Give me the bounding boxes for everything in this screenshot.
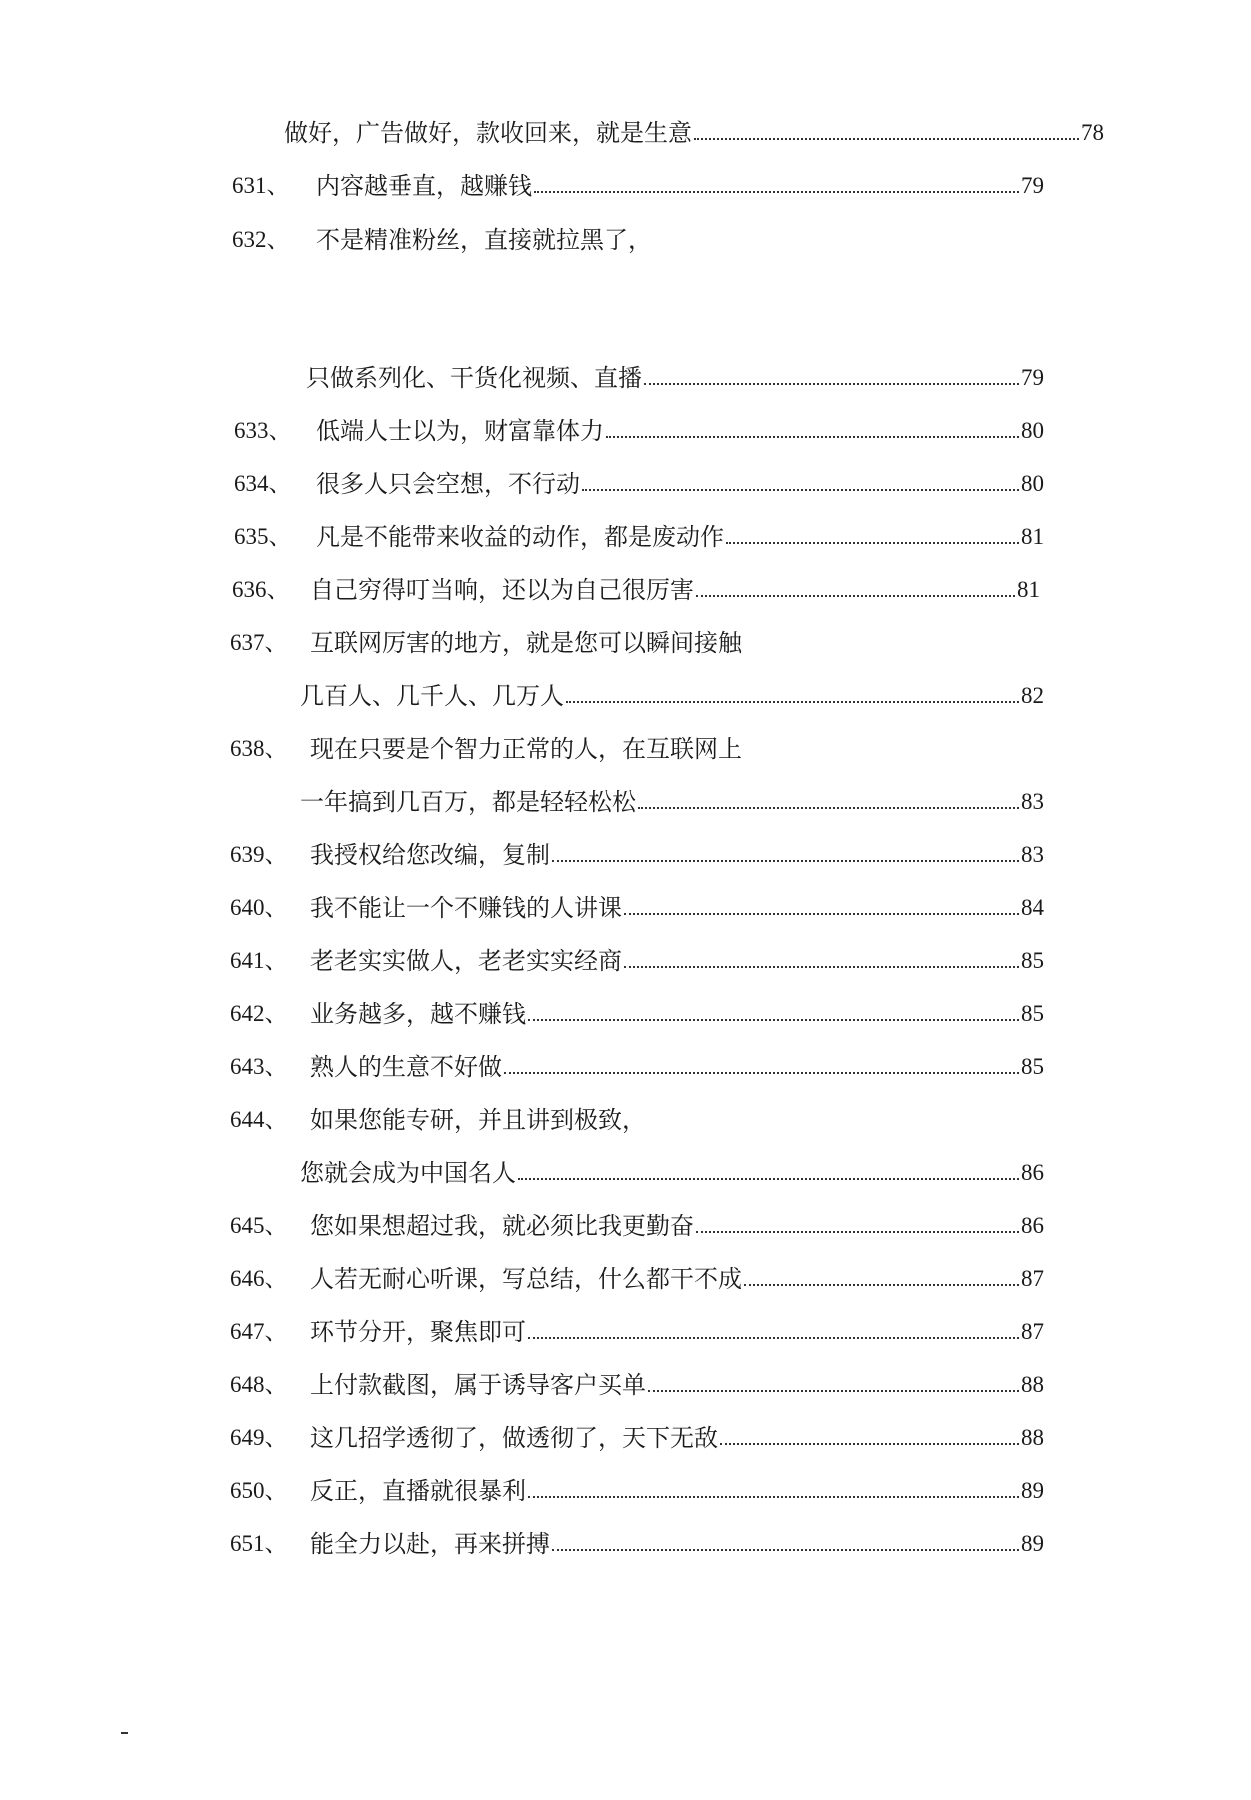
dot-leader — [566, 701, 1019, 703]
entry-title: 很多人只会空想，不行动 — [316, 470, 580, 498]
entry-number: 635、 — [234, 524, 292, 549]
entry-title: 熟人的生意不好做 — [310, 1053, 502, 1081]
entry-page: 89 — [1021, 1531, 1044, 1556]
entry-title: 自己穷得叮当响，还以为自己很厉害 — [310, 576, 694, 604]
entry-number: 634、 — [234, 471, 292, 496]
toc-entry — [300, 782, 1044, 822]
dot-leader — [582, 489, 1019, 491]
entry-number: 636、 — [232, 577, 290, 602]
entry-title: 做好，广告做好，款收回来，就是生意 — [284, 119, 692, 147]
entry-title: 上付款截图，属于诱导客户买单 — [310, 1371, 646, 1399]
dot-leader — [552, 860, 1019, 862]
dot-leader — [624, 966, 1019, 968]
toc-entry — [230, 1100, 1044, 1140]
entry-page: 86 — [1021, 1160, 1044, 1185]
dot-leader — [744, 1284, 1019, 1286]
toc-entry — [230, 1259, 1044, 1299]
dot-leader — [528, 1337, 1019, 1339]
toc-entry — [300, 1153, 1044, 1193]
toc-entry — [232, 570, 1040, 610]
entry-page: 83 — [1021, 789, 1044, 814]
toc-entry — [230, 1047, 1044, 1087]
entry-page: 81 — [1017, 577, 1040, 602]
dot-leader — [720, 1443, 1019, 1445]
toc-entry — [230, 1418, 1044, 1458]
toc-entry — [230, 1365, 1044, 1405]
toc-entry — [230, 1471, 1044, 1511]
entry-page: 87 — [1021, 1319, 1044, 1344]
entry-page: 85 — [1021, 948, 1044, 973]
entry-number: 639、 — [230, 842, 288, 867]
entry-title: 能全力以赴，再来拼搏 — [310, 1530, 550, 1558]
entry-number: 649、 — [230, 1425, 288, 1450]
entry-number: 644、 — [230, 1107, 288, 1132]
toc-entry — [230, 1206, 1044, 1246]
entry-title: 凡是不能带来收益的动作，都是废动作 — [316, 523, 724, 551]
entry-page: 80 — [1021, 471, 1044, 496]
entry-title: 我不能让一个不赚钱的人讲课 — [310, 894, 622, 922]
toc-entry — [234, 517, 1044, 557]
entry-title: 现在只要是个智力正常的人，在互联网上 — [310, 735, 742, 763]
entry-title: 互联网厉害的地方，就是您可以瞬间接触 — [310, 629, 742, 657]
dot-leader — [726, 542, 1019, 544]
dot-leader — [644, 383, 1019, 385]
entry-number: 643、 — [230, 1054, 288, 1079]
entry-title: 低端人士以为，财富靠体力 — [316, 417, 604, 445]
dot-leader — [518, 1178, 1019, 1180]
toc-entry — [230, 1312, 1044, 1352]
toc-entry — [230, 729, 1044, 769]
entry-page: 82 — [1021, 683, 1044, 708]
toc-entry — [230, 941, 1044, 981]
entry-page: 79 — [1021, 173, 1044, 198]
entry-title: 这几招学透彻了，做透彻了，天下无敌 — [310, 1424, 718, 1452]
entry-title: 我授权给您改编，复制 — [310, 841, 550, 869]
dot-leader — [638, 807, 1019, 809]
dot-leader — [528, 1019, 1019, 1021]
toc-entry — [230, 994, 1044, 1034]
entry-page: 87 — [1021, 1266, 1044, 1291]
entry-title: 内容越垂直，越赚钱 — [316, 172, 532, 200]
toc-entry — [230, 888, 1044, 928]
entry-number: 640、 — [230, 895, 288, 920]
toc-entry — [230, 623, 1044, 663]
toc-entry — [234, 464, 1044, 504]
toc-entry — [232, 166, 1044, 206]
dot-leader — [696, 1231, 1019, 1233]
entry-number: 645、 — [230, 1213, 288, 1238]
dot-leader — [694, 138, 1079, 140]
entry-number: 632、 — [232, 227, 290, 252]
entry-number: 641、 — [230, 948, 288, 973]
entry-number: 638、 — [230, 736, 288, 761]
entry-title: 几百人、几千人、几万人 — [300, 682, 564, 710]
toc-entry — [230, 835, 1044, 875]
dot-leader — [534, 191, 1019, 193]
entry-page: 79 — [1021, 365, 1044, 390]
entry-number: 642、 — [230, 1001, 288, 1026]
dot-leader — [504, 1072, 1019, 1074]
toc-entry — [284, 113, 1104, 153]
toc-entry — [306, 358, 1044, 398]
entry-title: 如果您能专研，并且讲到极致， — [310, 1106, 646, 1134]
entry-page: 88 — [1021, 1425, 1044, 1450]
entry-title: 只做系列化、干货化视频、直播 — [306, 364, 642, 392]
dot-leader — [528, 1496, 1019, 1498]
entry-number: 646、 — [230, 1266, 288, 1291]
entry-title: 人若无耐心听课，写总结，什么都干不成 — [310, 1265, 742, 1293]
entry-page: 78 — [1081, 120, 1104, 145]
entry-title: 一年搞到几百万，都是轻轻松松 — [300, 788, 636, 816]
entry-page: 86 — [1021, 1213, 1044, 1238]
entry-page: 85 — [1021, 1054, 1044, 1079]
entry-number: 633、 — [234, 418, 292, 443]
entry-page: 89 — [1021, 1478, 1044, 1503]
entry-title: 老老实实做人，老老实实经商 — [310, 947, 622, 975]
entry-title: 不是精准粉丝，直接就拉黑了， — [316, 226, 652, 254]
entry-title: 您如果想超过我，就必须比我更勤奋 — [310, 1212, 694, 1240]
entry-title: 您就会成为中国名人 — [300, 1159, 516, 1187]
entry-number: 650、 — [230, 1478, 288, 1503]
entry-number: 648、 — [230, 1372, 288, 1397]
toc-entry — [234, 411, 1044, 451]
entry-title: 反正，直播就很暴利 — [310, 1477, 526, 1505]
toc-entry — [230, 1524, 1044, 1564]
entry-page: 83 — [1021, 842, 1044, 867]
toc-entry — [232, 220, 1044, 260]
entry-title: 环节分开，聚焦即可 — [310, 1318, 526, 1346]
entry-number: 647、 — [230, 1319, 288, 1344]
entry-page: 84 — [1021, 895, 1044, 920]
entry-page: 88 — [1021, 1372, 1044, 1397]
page-footer-mark — [121, 1732, 128, 1734]
dot-leader — [696, 595, 1015, 597]
dot-leader — [606, 436, 1019, 438]
dot-leader — [624, 913, 1019, 915]
entry-number: 631、 — [232, 173, 290, 198]
entry-page: 81 — [1021, 524, 1044, 549]
entry-number: 637、 — [230, 630, 288, 655]
entry-title: 业务越多，越不赚钱 — [310, 1000, 526, 1028]
dot-leader — [648, 1390, 1019, 1392]
entry-number: 651、 — [230, 1531, 288, 1556]
entry-page: 80 — [1021, 418, 1044, 443]
dot-leader — [552, 1549, 1019, 1551]
toc-entry — [300, 676, 1044, 716]
entry-page: 85 — [1021, 1001, 1044, 1026]
